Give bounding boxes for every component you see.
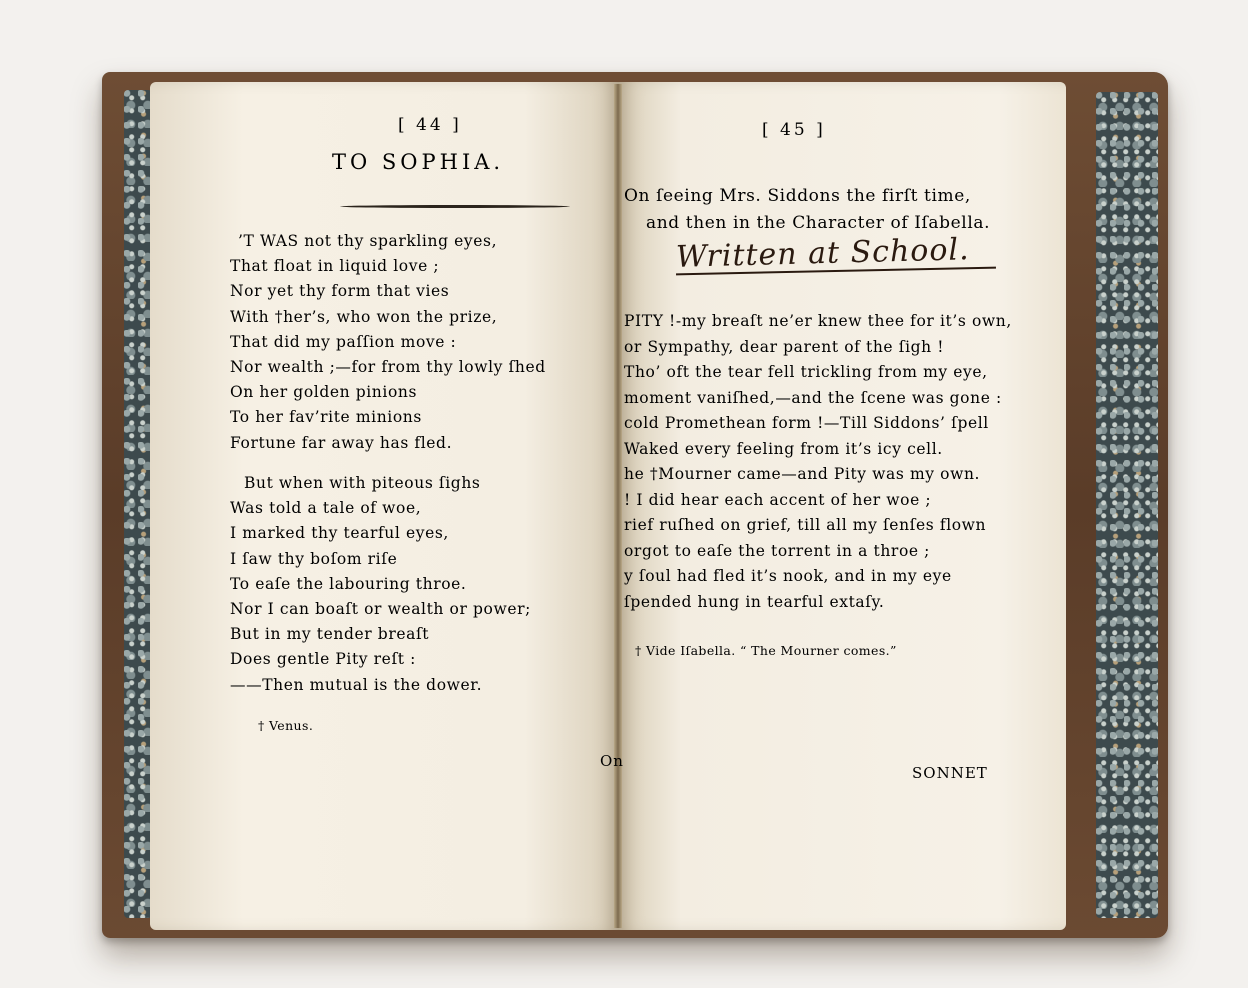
poem-line: cold Promethean form !—Till Siddons’ ſpell — [624, 414, 989, 432]
stanza1-line: Nor yet thy form that vies — [230, 282, 450, 301]
handwritten-note: Written at School. — [675, 232, 970, 275]
catchword: SONNET — [912, 764, 988, 782]
stanza2-line: I ſaw thy boſom riſe — [230, 549, 398, 568]
catchword-left: On — [600, 752, 624, 770]
stanza1-line: ’T WAS not thy sparkling eyes, — [238, 232, 498, 250]
stanza1-line: With †her’s, who won the prize, — [230, 307, 498, 326]
stanza2-line: ——Then mutual is the dower. — [230, 675, 483, 694]
poem-line: PITY !-my breaſt ne’er knew thee for it’s own, — [624, 312, 1012, 330]
stanza1-line: On her golden pinions — [230, 383, 418, 402]
stanza1-line: To her fav’rite minions — [230, 408, 422, 427]
poem-line: he †Mourner came—and Pity was my own. — [624, 465, 981, 483]
left-page-number: [ 44 ] — [398, 115, 462, 135]
stanza2-line: I marked thy tearful eyes, — [230, 524, 449, 543]
marbled-endpaper-right — [1096, 92, 1158, 918]
poem-line: Waked every feeling from it’s icy cell. — [624, 439, 943, 458]
poem-line: rief ruſhed on grief, till all my ſenſes flown — [624, 516, 987, 534]
heading-line: and then in the Character of Iſabella. — [646, 213, 991, 233]
right-page-number: [ 45 ] — [762, 120, 826, 140]
left-footnote: † Venus. — [258, 718, 314, 733]
heading-line: On ſeeing Mrs. Siddons the firſt time, — [624, 186, 971, 206]
stanza2-line: Nor I can boaſt or wealth or power; — [230, 600, 531, 618]
stanza2-line: Was told a tale of woe, — [230, 499, 422, 518]
poem-line: orgot to eaſe the torrent in a throe ; — [624, 541, 931, 560]
stanza2-line: To eaſe the labouring throe. — [230, 574, 467, 593]
stanza1-line: That float in liquid love ; — [230, 257, 440, 276]
poem-line: or Sympathy, dear parent of the ſigh ! — [624, 337, 945, 356]
stanza1-line: That did my paſſion move : — [230, 332, 457, 351]
poem-line: Tho’ oft the tear fell trickling from my eye, — [624, 363, 988, 381]
stanza2-line: But when with piteous ſighs — [244, 474, 481, 492]
poem-line: moment vaniſhed,—and the ſcene was gone : — [624, 388, 1002, 407]
stanza1-line: Nor wealth ;—for from thy lowly ſhed — [230, 358, 546, 376]
poem-line: y ſoul had fled it’s nook, and in my eye — [624, 567, 952, 585]
right-footnote: † Vide Iſabella. “ The Mourner comes.” — [635, 643, 897, 658]
marbled-endpaper-left — [124, 90, 152, 918]
poem-line: ſpended hung in tearful extaſy. — [624, 592, 885, 611]
book-gutter — [614, 84, 622, 928]
poem-line: ! I did hear each accent of her woe ; — [624, 490, 932, 509]
title-rule — [340, 205, 570, 208]
stanza2-line: Does gentle Pity reſt : — [230, 650, 416, 669]
stanza1-line: Fortune far away has fled. — [230, 433, 453, 452]
stanza2-line: But in my tender breaſt — [230, 625, 430, 644]
left-page-title: TO SOPHIA. — [332, 150, 505, 174]
